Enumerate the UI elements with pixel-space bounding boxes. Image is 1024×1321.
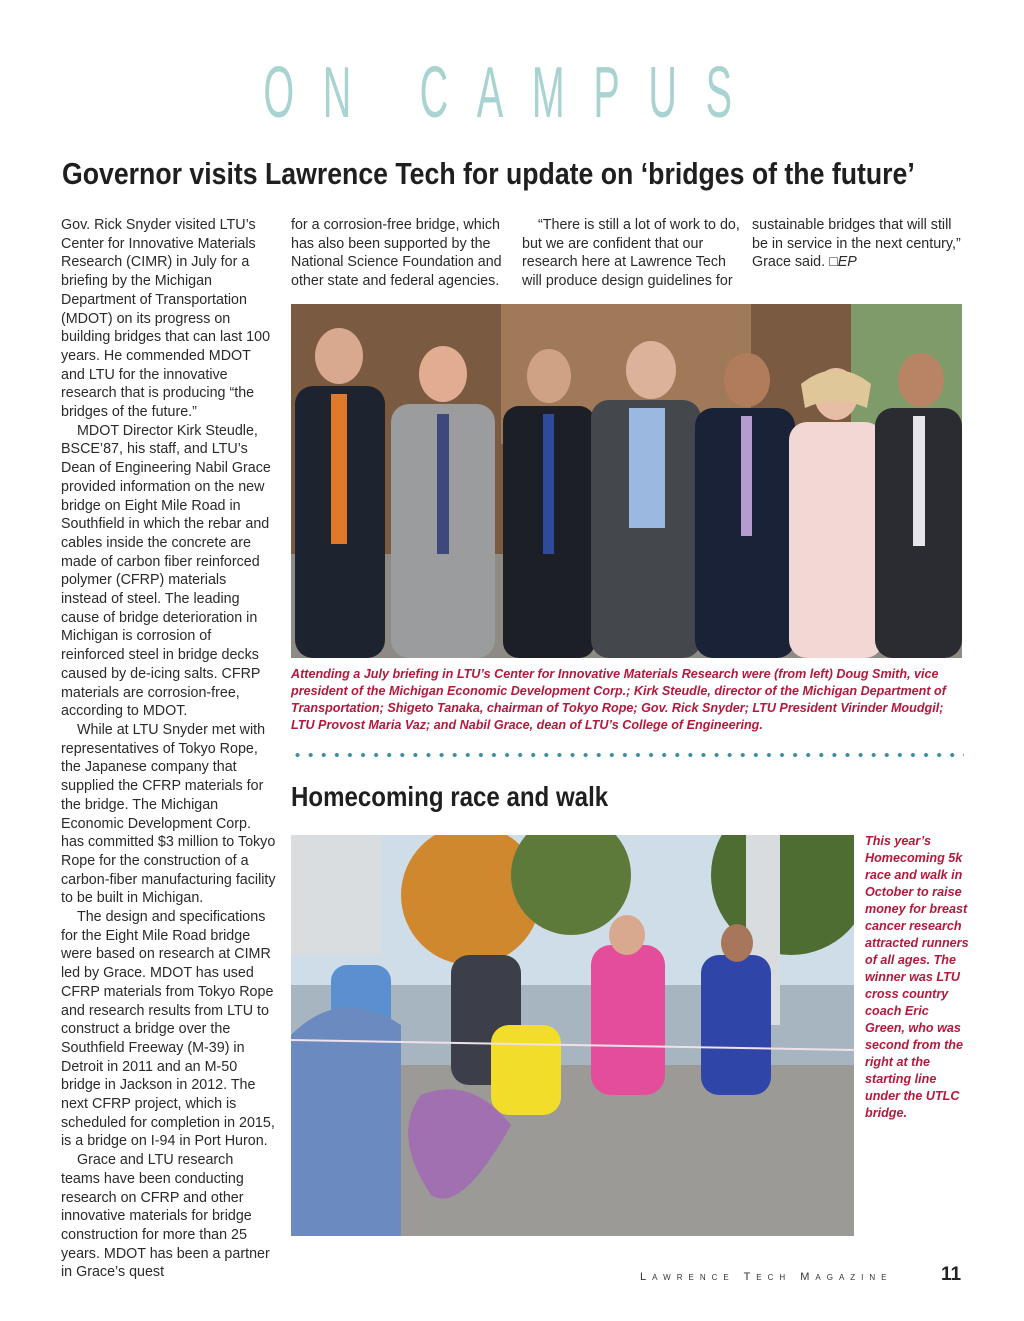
magazine-name: Lawrence Tech Magazine [640, 1271, 893, 1283]
section-title: ON CAMPUS [263, 53, 761, 133]
article-column-4 [752, 216, 967, 272]
race-photo-illustration [291, 835, 854, 1236]
paragraph: The design and specifications for the Eight Mile Road bridge were based on research at CIMR led by Grace. MDOT has used CFRP materials from Tokyo Rope and research results from LTU to construct a bridge over the Southfield Freeway (M-39) in Detroit in 2011 and an M-50 bridge in Jackson in 2012. The next CFRP project, which is scheduled for completion in 2015, is a bridge on I-94 in Port Huron. [61, 909, 275, 1150]
article-column-1 [61, 216, 276, 1282]
article-headline: Homecoming race and walk [291, 781, 609, 812]
paragraph [752, 216, 967, 272]
paragraph: Grace and LTU research teams have been conducting research on CFRP and other innovative materials for bridge construction for more than 25 years. MDOT has been a partner in Grace’s quest [61, 1152, 270, 1281]
author-initials: EP [837, 254, 857, 271]
page-number: 11 [941, 1264, 962, 1285]
paragraph: for a corrosion-free bridge, which has also been supported by the National Science Foundation and other state and federal agencies. [291, 217, 502, 290]
photo-caption: This year’s Homecoming 5k race and walk in October to raise money for breast cancer research attracted runners of all ages. The winner was LTU cross country coach Eric Green, who was second from the right at the starting line under the UTLC bridge. [865, 834, 969, 1120]
paragraph: While at LTU Snyder met with representatives of Tokyo Rope, the Japanese company that supplied the CFRP materials for the bridge. The Michigan Economic Development Corp. has committed $3 million to Tokyo Rope for the construction of a carbon-fiber manufacturing facility to be built in Michigan. [61, 721, 276, 907]
dotted-divider [291, 751, 964, 759]
end-mark: □ [829, 254, 838, 271]
article-column-2 [291, 216, 509, 291]
photo-caption: Attending a July briefing in LTU’s Center for Innovative Materials Research were (from left) Doug Smith, vice president of the Michigan Economic Development Corp.; Kirk Steudle, director of the Michigan Department of Transportation; Shigeto Tanaka, chairman of Tokyo Rope; Gov. Rick Snyder; LTU President Virinder Moudgil; LTU Provost Maria Vaz; and Nabil Grace, dean of LTU’s College of Engineering. [291, 667, 946, 732]
officials-group-photo [291, 304, 962, 658]
article-column-3 [522, 216, 740, 291]
paragraph: Gov. Rick Snyder visited LTU’s Center for Innovative Materials Research (CIMR) in July for a briefing by the Michigan Department of Transportation (MDOT) on its progress on building bridges that can last 100 years. He commended MDOT and LTU for the innovative research that is producing “the bridges of the future.” [61, 217, 271, 421]
article-headline: Governor visits Lawrence Tech for update on ‘bridges of the future’ [62, 156, 915, 191]
officials-photo-illustration [291, 304, 962, 658]
homecoming-race-photo [291, 835, 854, 1236]
paragraph: “There is still a lot of work to do, but we are confident that our research here at Lawrence Tech will produce design guidelines for [522, 217, 740, 290]
paragraph-text: sustainable bridges that will still be in service in the next century,” Grace said. [752, 217, 961, 271]
paragraph: MDOT Director Kirk Steudle, BSCE’87, his staff, and LTU’s Dean of Engineering Nabil Grace provided information on the new bridge on Eight Mile Road in Southfield in which the rebar and cables inside the concrete are made of carbon fiber reinforced polymer (CFRP) materials instead of steel. The leading cause of bridge deterioration in Michigan is corrosion of reinforced steel in bridge decks caused by de-icing salts. CFRP materials are corrosion-free, according to MDOT. [61, 422, 271, 720]
